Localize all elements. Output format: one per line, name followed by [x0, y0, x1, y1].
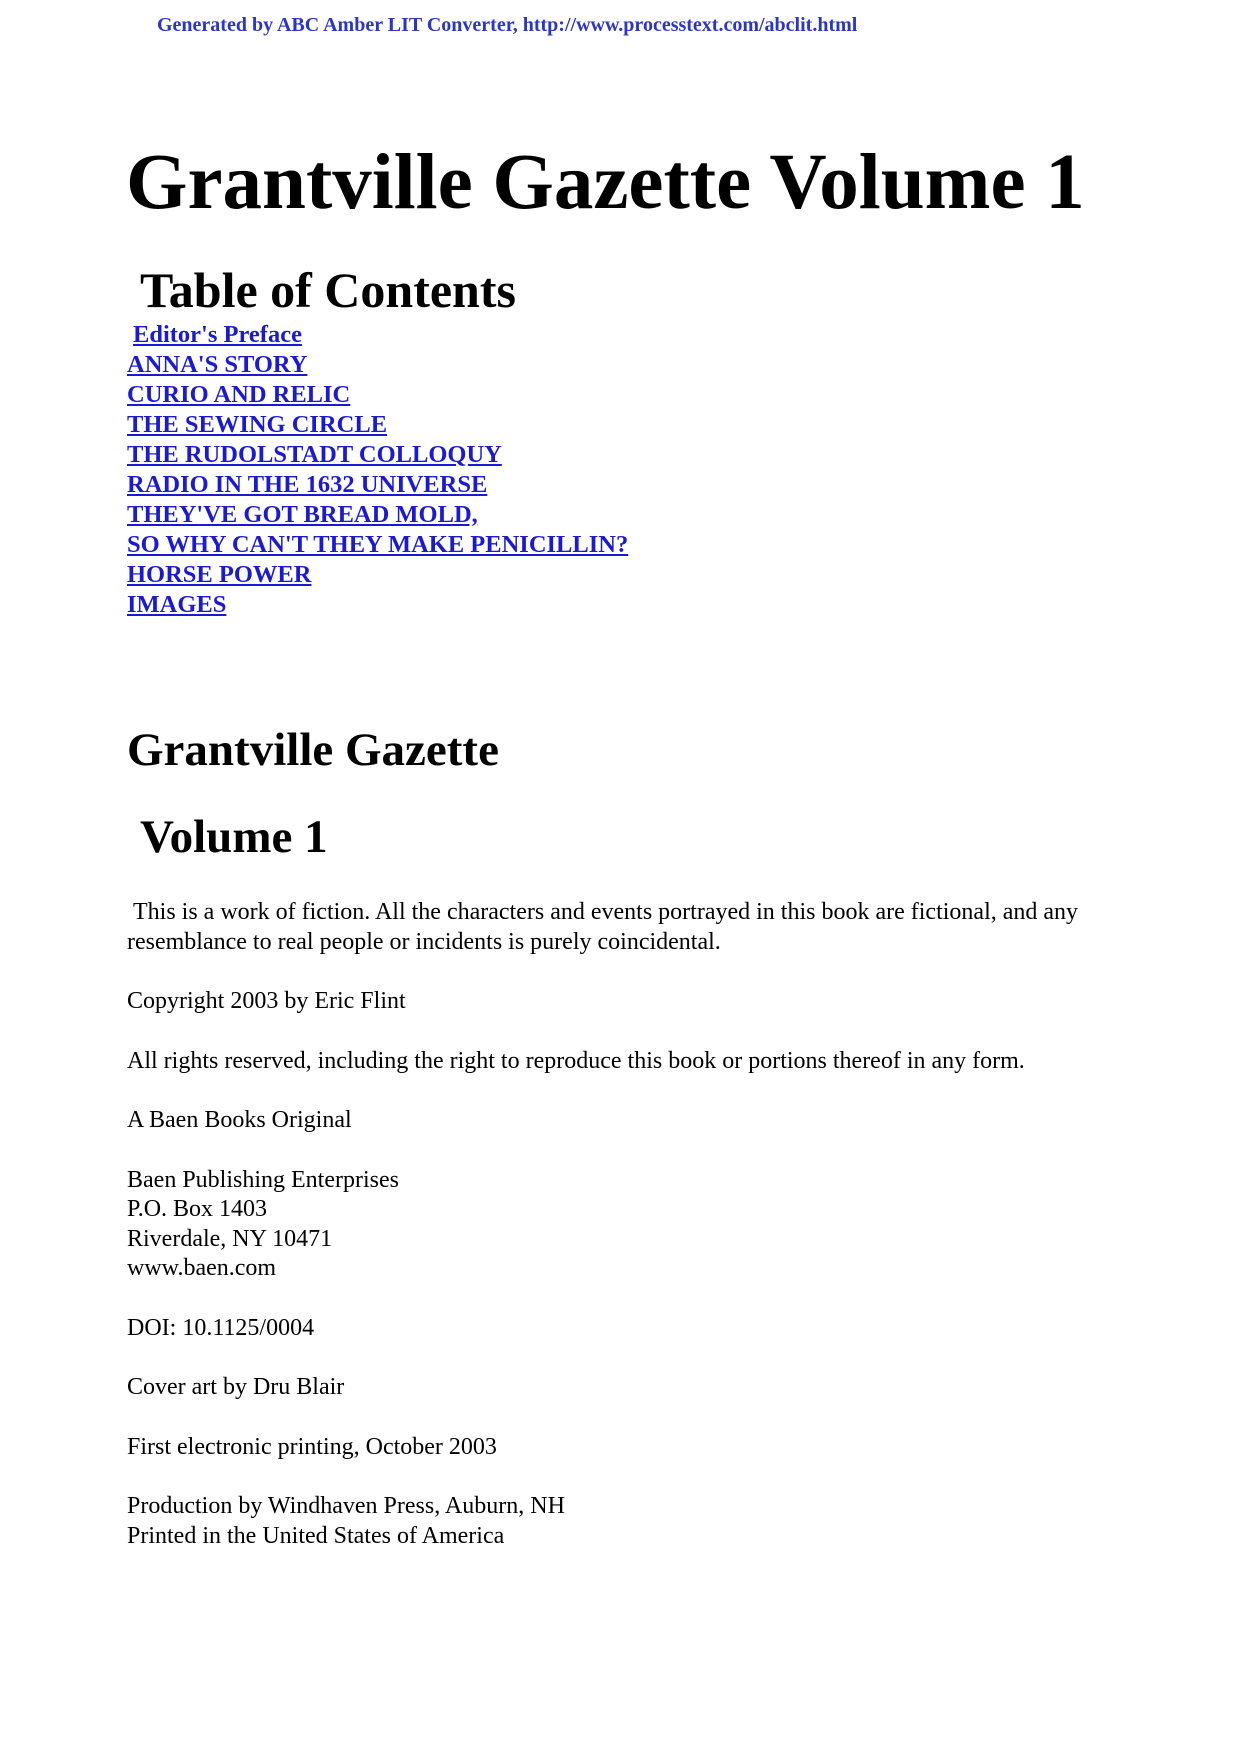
publisher-po-box: P.O. Box 1403	[127, 1196, 268, 1222]
toc-item	[127, 530, 628, 560]
publisher-address	[127, 1166, 1087, 1284]
publisher-city: Riverdale, NY 10471	[127, 1225, 333, 1252]
printing-line: First electronic printing, October 2003	[127, 1433, 497, 1460]
toc-link-editors-preface[interactable]: Editor's Preface	[133, 321, 302, 348]
toc-link-annas-story[interactable]: ANNA'S STORY	[127, 351, 308, 378]
toc-item	[127, 320, 628, 350]
toc-link-the-sewing-circle[interactable]: THE SEWING CIRCLE	[127, 411, 388, 438]
toc-item	[127, 590, 628, 620]
toc-item	[127, 560, 628, 590]
copyright-page	[127, 898, 1087, 1581]
toc-link-radio-1632[interactable]: RADIO IN THE 1632 UNIVERSE	[127, 471, 488, 498]
toc-link-bread-mold[interactable]: THEY'VE GOT BREAD MOLD,	[127, 501, 478, 528]
table-of-contents	[127, 320, 628, 620]
publisher-website: www.baen.com	[127, 1255, 277, 1281]
toc-link-rudolstadt-colloquy[interactable]: THE RUDOLSTADT COLLOQUY	[127, 441, 502, 468]
section-subtitle: Volume 1	[140, 811, 328, 863]
fiction-notice: This is a work of fiction. All the characters and events portrayed in this book are fictional, and any resemblance to real people or incidents is purely coincidental.	[127, 899, 1079, 955]
generator-banner[interactable]: Generated by ABC Amber LIT Converter, http://www.processtext.com/abclit.html	[157, 14, 858, 36]
original-statement: A Baen Books Original	[127, 1107, 352, 1133]
section-title: Grantville Gazette	[127, 724, 499, 776]
toc-link-curio-and-relic[interactable]: CURIO AND RELIC	[127, 381, 351, 408]
doi-line: DOI: 10.1125/0004	[127, 1314, 315, 1341]
toc-item	[127, 410, 628, 440]
toc-link-images[interactable]: IMAGES	[127, 591, 227, 618]
toc-heading: Table of Contents	[140, 262, 516, 318]
book-title: Grantville Gazette Volume 1	[126, 139, 1085, 226]
cover-art-credit: Cover art by Dru Blair	[127, 1374, 345, 1400]
toc-item	[127, 440, 628, 470]
toc-item	[127, 380, 628, 410]
publisher-name: Baen Publishing Enterprises	[127, 1166, 399, 1193]
toc-item	[127, 500, 628, 530]
toc-item	[127, 470, 628, 500]
rights-statement: All rights reserved, including the right to reproduce this book or portions thereof in any form.	[127, 1047, 1025, 1074]
printed-in-line: Printed in the United States of America	[127, 1522, 505, 1549]
production-block	[127, 1492, 1087, 1551]
toc-link-horse-power[interactable]: HORSE POWER	[127, 561, 312, 588]
toc-item	[127, 350, 628, 380]
copyright-line: Copyright 2003 by Eric Flint	[127, 988, 406, 1014]
toc-link-penicillin[interactable]: SO WHY CAN'T THEY MAKE PENICILLIN?	[127, 531, 629, 558]
production-credit: Production by Windhaven Press, Auburn, NH	[127, 1493, 565, 1519]
